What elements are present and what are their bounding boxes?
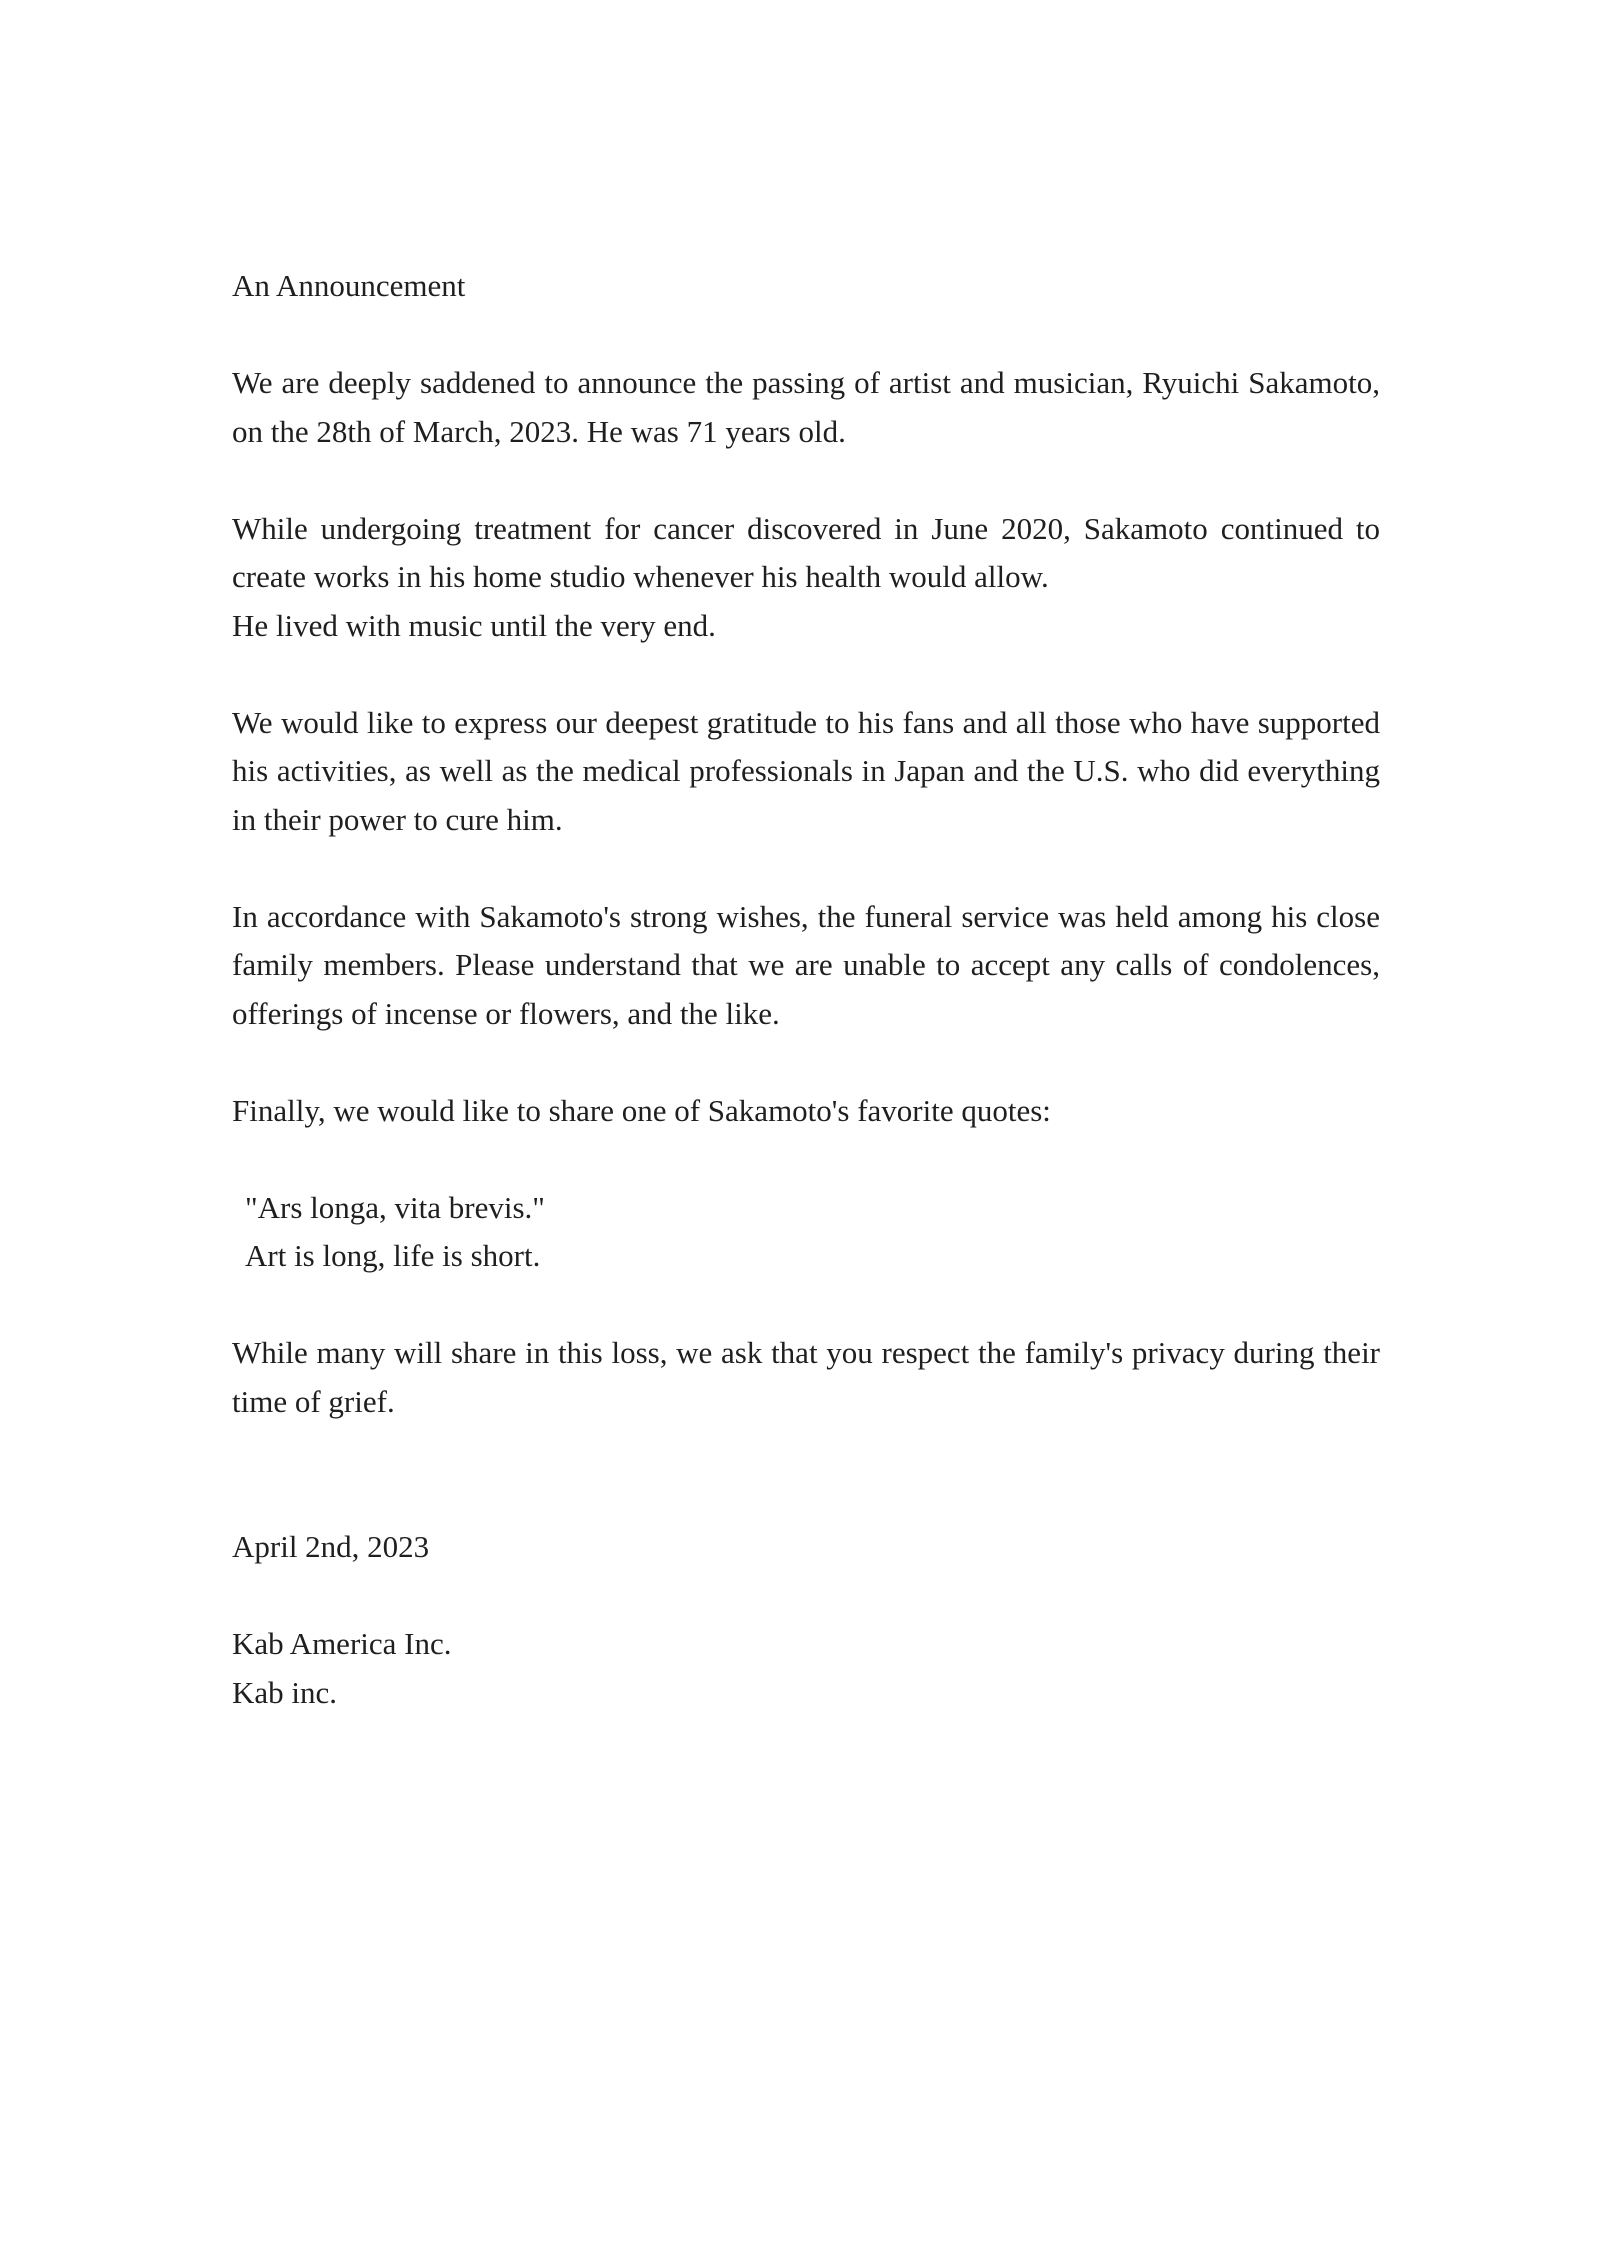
favorite-quote-block — [232, 1184, 1380, 1281]
paragraph-funeral-service: In accordance with Sakamoto's strong wishes, the funeral service was held among his close family members. Please understand that we are unable to accept any calls of condolences, offerings of incense or flowers, and the like. — [232, 898, 1380, 1031]
paragraph-quote-intro: Finally, we would like to share one of Sakamoto's favorite quotes: — [232, 1092, 1051, 1128]
paragraph-passing-announcement: We are deeply saddened to announce the passing of artist and musician, Ryuichi Sakamoto, on the 28th of March, 2023. He was 71 years old. — [232, 365, 1380, 449]
paragraph-privacy-request: While many will share in this loss, we ask that you respect the family's privacy during their time of grief. — [232, 1335, 1380, 1419]
paragraph-treatment-line2: He lived with music until the very end. — [232, 607, 716, 643]
paragraph-treatment — [232, 505, 1380, 651]
document-title: An Announcement — [232, 268, 466, 303]
signature-companies — [232, 1620, 1380, 1717]
quote-latin: "Ars longa, vita brevis." — [245, 1189, 545, 1225]
document-date: April 2nd, 2023 — [232, 1529, 430, 1564]
signature-company-kab-america: Kab America Inc. — [232, 1626, 452, 1661]
paragraph-gratitude: We would like to express our deepest gratitude to his fans and all those who have supported his activities, as well as the medical professionals in Japan and the U.S. who did everything in their power to cure him. — [232, 704, 1380, 837]
paragraph-treatment-line1: While undergoing treatment for cancer discovered in June 2020, Sakamoto continued to create works in his home studio whenever his health would allow. — [232, 510, 1380, 594]
signature-company-kab: Kab inc. — [232, 1674, 338, 1710]
quote-english-translation: Art is long, life is short. — [245, 1238, 541, 1273]
